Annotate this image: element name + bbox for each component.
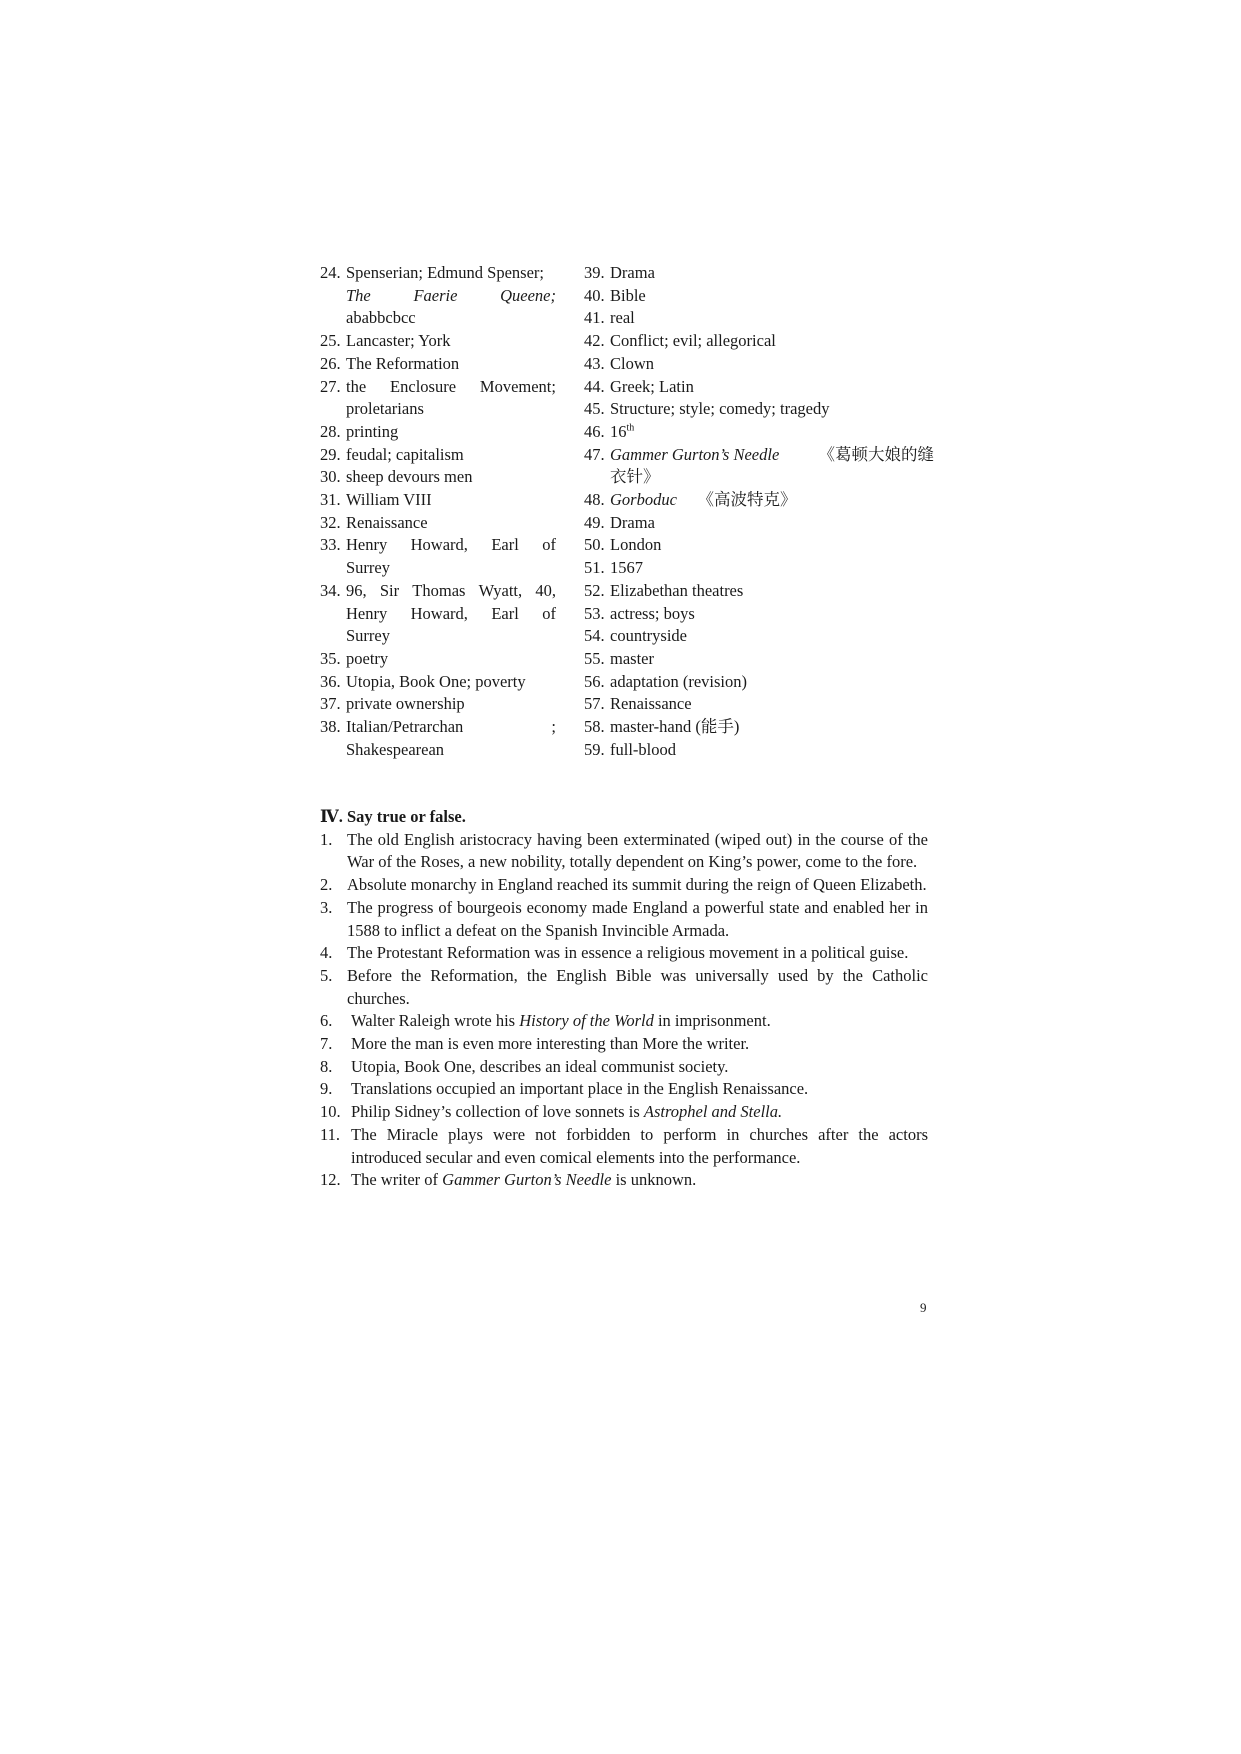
answer-item xyxy=(584,489,934,512)
answer-text-line2: Shakespearean xyxy=(346,739,445,759)
answer-item xyxy=(584,444,934,489)
item-number: 8. xyxy=(320,1056,333,1076)
answer-text xyxy=(610,444,934,467)
answer-item xyxy=(320,489,556,512)
answer-text: Henry Howard, Earl of xyxy=(346,535,556,555)
item-number: 31. xyxy=(320,490,341,510)
answer-item xyxy=(584,693,934,716)
answer-text-line2: Henry Howard, Earl of xyxy=(346,603,556,623)
statement-item xyxy=(320,874,928,897)
statement-item xyxy=(320,897,928,942)
answer-text: Renaissance xyxy=(346,512,428,532)
item-number: 51. xyxy=(584,558,605,578)
statement-item xyxy=(320,1056,928,1079)
answer-item xyxy=(584,648,934,671)
statement-item xyxy=(320,1124,928,1169)
answer-item xyxy=(320,648,556,671)
answer-text: Lancaster; York xyxy=(346,331,451,351)
answer-text: master xyxy=(610,648,654,668)
answer-column-right xyxy=(584,262,934,761)
item-number: 28. xyxy=(320,421,341,441)
statement-text: The progress of bourgeois economy made England a powerful state and enabled her in 1588 to inflict a defeat on the Spanish Invincible Armada. xyxy=(347,897,928,940)
item-number: 41. xyxy=(584,308,605,328)
section-title: Ⅳ. Say true or false. xyxy=(320,807,466,826)
answer-item xyxy=(320,466,556,489)
answer-item xyxy=(320,262,556,330)
statement-item: 12. The writer of Gammer Gurton’s Needle is unknown. xyxy=(320,1169,928,1192)
item-number: 54. xyxy=(584,626,605,646)
title-italic: Gammer Gurton’s Needle xyxy=(610,444,780,464)
item-number: 5. xyxy=(320,965,333,985)
answer-text: actress; boys xyxy=(610,603,695,623)
answer-text: private ownership xyxy=(346,694,465,714)
answer-item xyxy=(584,398,934,421)
answer-text: The Reformation xyxy=(346,353,460,373)
item-number: 44. xyxy=(584,376,605,396)
answer-column-left xyxy=(320,262,556,761)
statement-item: 10. Philip Sidney’s collection of love sonnets is Astrophel and Stella. xyxy=(320,1101,928,1124)
answer-text: full-blood xyxy=(610,739,676,759)
answer-item xyxy=(584,557,934,580)
answer-item xyxy=(320,716,556,761)
answer-text: countryside xyxy=(610,626,687,646)
item-number: 27. xyxy=(320,376,341,396)
answer-text-line2: The Faerie Queene; xyxy=(346,285,556,305)
answer-item xyxy=(320,512,556,535)
statement-item xyxy=(320,829,928,874)
statement-text: The Miracle plays were not forbidden to perform in churches after the actors introduced secular and even comical elements into the performance. xyxy=(351,1124,928,1167)
answer-item xyxy=(584,262,934,285)
title-italic: Gammer Gurton’s Needle xyxy=(442,1170,612,1190)
answer-item xyxy=(584,603,934,626)
answer-text: Renaissance xyxy=(610,694,692,714)
answer-item xyxy=(584,625,934,648)
answer-item xyxy=(584,671,934,694)
answer-item xyxy=(584,376,934,399)
item-number: 6. xyxy=(320,1011,333,1031)
item-number: 39. xyxy=(584,263,605,282)
answer-text-line3: ababbcbcc xyxy=(346,308,416,328)
item-number: 49. xyxy=(584,512,605,532)
answer-text-line2: Surrey xyxy=(346,558,390,578)
answer-item xyxy=(320,444,556,467)
item-number: 29. xyxy=(320,444,341,464)
answer-text: master-hand (能手) xyxy=(610,717,740,737)
item-number: 53. xyxy=(584,603,605,623)
answer-text-line2: proletarians xyxy=(346,399,424,419)
answer-text: Structure; style; comedy; tragedy xyxy=(610,399,830,419)
item-number: 34. xyxy=(320,580,341,600)
answer-item xyxy=(584,353,934,376)
answer-item xyxy=(584,512,934,535)
item-number: 47. xyxy=(584,444,605,464)
item-number: 36. xyxy=(320,671,341,691)
item-number: 3. xyxy=(320,897,333,917)
item-number: 35. xyxy=(320,648,341,668)
statement-text: Utopia, Book One, describes an ideal communist society. xyxy=(351,1056,729,1076)
answer-item xyxy=(320,580,556,648)
superscript: th xyxy=(626,422,635,434)
answer-text: sheep devours men xyxy=(346,467,473,487)
item-number: 7. xyxy=(320,1034,333,1054)
item-number: 48. xyxy=(584,490,605,510)
answer-text: Elizabethan theatres xyxy=(610,580,744,600)
item-number: 32. xyxy=(320,512,341,532)
answer-item xyxy=(584,739,934,762)
chinese-title: 《葛顿大娘的缝 xyxy=(818,444,934,464)
answer-text: Italian/Petrarchan ; xyxy=(346,717,556,737)
answer-item xyxy=(320,330,556,353)
answer-text: Spenserian; Edmund Spenser; xyxy=(346,263,544,282)
answer-text-line3: Surrey xyxy=(346,626,390,646)
answer-text: Drama xyxy=(610,263,655,282)
answer-item xyxy=(320,693,556,716)
answer-text: poetry xyxy=(346,648,389,668)
title-italic: Gorboduc xyxy=(610,490,677,510)
item-number: 50. xyxy=(584,535,605,555)
answer-item xyxy=(320,421,556,444)
item-number: 42. xyxy=(584,331,605,351)
answer-item xyxy=(584,307,934,330)
answer-item xyxy=(320,671,556,694)
answer-text: Greek; Latin xyxy=(610,376,694,396)
statement-item xyxy=(320,1033,928,1056)
statement-item xyxy=(320,1078,928,1101)
item-number: 57. xyxy=(584,694,605,714)
item-number: 59. xyxy=(584,739,605,759)
answer-text: adaptation (revision) xyxy=(610,671,747,691)
answer-text: William VIII xyxy=(346,490,432,510)
statement-item xyxy=(320,965,928,1010)
answer-text: Clown xyxy=(610,353,655,373)
item-number: 9. xyxy=(320,1079,333,1099)
answer-item xyxy=(320,353,556,376)
item-number: 10. xyxy=(320,1102,341,1122)
answer-text: 16 xyxy=(610,421,627,441)
item-number: 33. xyxy=(320,535,341,555)
answer-item xyxy=(584,580,934,603)
chinese-title: 《高波特克》 xyxy=(697,490,797,510)
statement-text: The Protestant Reformation was in essence a religious movement in a political guise. xyxy=(347,943,909,963)
item-number: 52. xyxy=(584,580,605,600)
item-number: 58. xyxy=(584,717,605,737)
statement-item: 6. Walter Raleigh wrote his History of the World in imprisonment. xyxy=(320,1010,928,1033)
item-number: 45. xyxy=(584,399,605,419)
item-number: 11. xyxy=(320,1124,341,1144)
item-number: 30. xyxy=(320,467,341,487)
answer-text: Drama xyxy=(610,512,655,532)
item-number: 40. xyxy=(584,285,605,305)
statement-text: Absolute monarchy in England reached its summit during the reign of Queen Elizabeth. xyxy=(347,875,927,895)
item-number: 24. xyxy=(320,263,341,282)
answer-text: the Enclosure Movement; xyxy=(346,376,556,396)
item-number: 2. xyxy=(320,875,333,895)
answer-text: printing xyxy=(346,421,399,441)
answer-text: Conflict; evil; allegorical xyxy=(610,331,776,351)
statement-text: Before the Reformation, the English Bible was universally used by the Catholic churches. xyxy=(347,965,928,1008)
statement-text: More the man is even more interesting than More the writer. xyxy=(351,1034,750,1054)
answer-item xyxy=(584,716,934,739)
answer-text: real xyxy=(610,308,635,328)
item-number: 12. xyxy=(320,1170,341,1190)
answer-text: feudal; capitalism xyxy=(346,444,464,464)
item-number: 25. xyxy=(320,331,341,351)
item-number: 1. xyxy=(320,829,333,849)
answer-item xyxy=(584,285,934,308)
answer-text-line2: 衣针》 xyxy=(610,467,660,487)
section-true-or-false xyxy=(320,806,928,1192)
answer-item xyxy=(320,376,556,421)
statement-text: Translations occupied an important place in the English Renaissance. xyxy=(351,1079,809,1099)
answer-text: 1567 xyxy=(610,558,643,578)
answer-text: Utopia, Book One; poverty xyxy=(346,671,526,691)
answer-item xyxy=(320,534,556,579)
answer-text: 96, Sir Thomas Wyatt, 40, xyxy=(346,580,556,600)
item-number: 26. xyxy=(320,353,341,373)
statement-item xyxy=(320,942,928,965)
title-italic: History of the World xyxy=(519,1011,654,1031)
answer-item xyxy=(584,330,934,353)
item-number: 43. xyxy=(584,353,605,373)
answer-text: London xyxy=(610,535,662,555)
item-number: 38. xyxy=(320,717,341,737)
item-number: 4. xyxy=(320,943,333,963)
item-number: 46. xyxy=(584,421,605,441)
statement-text: The old English aristocracy having been exterminated (wiped out) in the course of the War of the Roses, a new nobility, totally dependent on King’s power, come to the fore. xyxy=(347,829,928,872)
answer-item xyxy=(584,421,934,444)
item-number: 37. xyxy=(320,694,341,714)
answer-text: Bible xyxy=(610,285,646,305)
answer-item xyxy=(584,534,934,557)
title-italic: Astrophel and Stella. xyxy=(643,1102,783,1122)
page-number: 9 xyxy=(920,1300,927,1315)
item-number: 55. xyxy=(584,648,605,668)
item-number: 56. xyxy=(584,671,605,691)
